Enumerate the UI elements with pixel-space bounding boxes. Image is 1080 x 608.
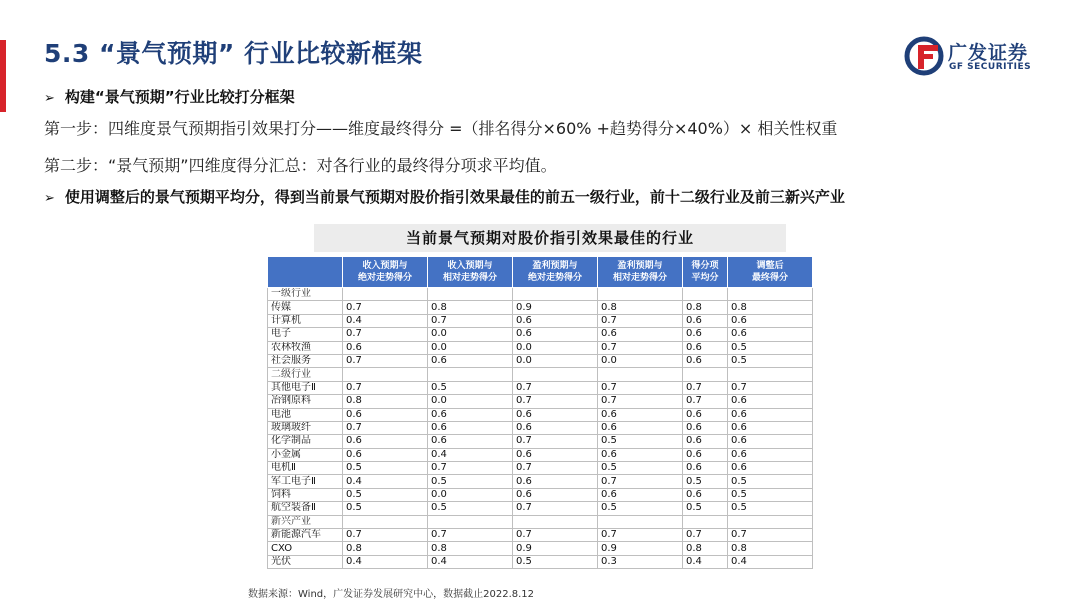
score-cell: 0.6 [428, 435, 513, 448]
score-cell: 0.6 [683, 314, 728, 327]
score-cell: 0.7 [683, 381, 728, 394]
score-cell: 0.6 [513, 448, 598, 461]
score-cell: 0.5 [598, 502, 683, 515]
table-row [268, 488, 813, 501]
score-cell: 0.6 [513, 475, 598, 488]
industry-name: 计算机 [268, 314, 343, 327]
empty-cell [428, 368, 513, 381]
arrow-bullet-icon: ➢ [44, 91, 55, 106]
score-cell: 0.0 [428, 341, 513, 354]
score-cell: 0.5 [598, 462, 683, 475]
score-cell: 0.6 [683, 341, 728, 354]
industry-name: 饲料 [268, 488, 343, 501]
industry-score-table [267, 256, 813, 569]
score-cell: 0.6 [598, 328, 683, 341]
score-cell: 0.4 [428, 555, 513, 568]
score-cell: 0.5 [728, 502, 813, 515]
score-cell: 0.5 [343, 462, 428, 475]
score-cell: 0.5 [428, 502, 513, 515]
score-cell: 0.6 [728, 421, 813, 434]
score-cell: 0.6 [683, 354, 728, 367]
logo-text-cn: 广发证券 [948, 42, 1029, 64]
score-cell: 0.7 [343, 301, 428, 314]
table-row [268, 475, 813, 488]
column-header: 盈利预期与 绝对走势得分 [513, 257, 598, 288]
table-row [268, 381, 813, 394]
column-header: 收入预期与 绝对走势得分 [343, 257, 428, 288]
score-cell: 0.7 [513, 462, 598, 475]
industry-name: 电池 [268, 408, 343, 421]
score-cell: 0.7 [728, 529, 813, 542]
empty-cell [343, 368, 428, 381]
empty-cell [343, 515, 428, 528]
score-cell: 0.8 [728, 542, 813, 555]
score-cell: 0.6 [513, 408, 598, 421]
score-cell: 0.7 [343, 421, 428, 434]
score-cell: 0.6 [728, 462, 813, 475]
empty-cell [728, 368, 813, 381]
table-body [268, 288, 813, 569]
score-cell: 0.7 [428, 462, 513, 475]
score-cell: 0.7 [513, 435, 598, 448]
score-cell: 0.6 [598, 421, 683, 434]
industry-name: 电机Ⅱ [268, 462, 343, 475]
score-cell: 0.7 [343, 328, 428, 341]
score-cell: 0.6 [598, 488, 683, 501]
table-row [268, 462, 813, 475]
score-cell: 0.7 [343, 354, 428, 367]
score-cell: 0.3 [598, 555, 683, 568]
empty-cell [513, 288, 598, 301]
gf-logo-icon [904, 36, 944, 76]
accent-bar [0, 40, 6, 112]
score-cell: 0.5 [598, 435, 683, 448]
score-cell: 0.5 [513, 555, 598, 568]
score-cell: 0.5 [728, 488, 813, 501]
empty-cell [598, 368, 683, 381]
score-cell: 0.5 [728, 475, 813, 488]
industry-name: 玻璃玻纤 [268, 421, 343, 434]
industry-name: 冶钢原料 [268, 395, 343, 408]
score-cell: 0.9 [598, 542, 683, 555]
group-label: 二级行业 [268, 368, 343, 381]
score-cell: 0.5 [728, 354, 813, 367]
score-cell: 0.6 [428, 421, 513, 434]
score-cell: 0.7 [513, 529, 598, 542]
industry-name: 军工电子Ⅱ [268, 475, 343, 488]
industry-name: 小金属 [268, 448, 343, 461]
score-cell: 0.7 [728, 381, 813, 394]
industry-name: 传媒 [268, 301, 343, 314]
score-cell: 0.6 [683, 448, 728, 461]
score-cell: 0.9 [513, 301, 598, 314]
score-cell: 0.7 [598, 381, 683, 394]
score-cell: 0.6 [728, 435, 813, 448]
column-header: 收入预期与 相对走势得分 [428, 257, 513, 288]
group-label: 一级行业 [268, 288, 343, 301]
score-cell: 0.6 [598, 408, 683, 421]
table-header-row [268, 257, 813, 288]
score-cell: 0.4 [428, 448, 513, 461]
score-cell: 0.6 [513, 328, 598, 341]
industry-name: 新能源汽车 [268, 529, 343, 542]
score-cell: 0.7 [513, 502, 598, 515]
empty-cell [428, 288, 513, 301]
data-source-note: 数据来源：Wind，广发证券发展研究中心，数据截止2022.8.12 [248, 589, 535, 600]
score-cell: 0.0 [428, 488, 513, 501]
score-cell: 0.8 [343, 395, 428, 408]
score-cell: 0.8 [428, 542, 513, 555]
score-cell: 0.0 [598, 354, 683, 367]
score-cell: 0.8 [428, 301, 513, 314]
score-cell: 0.8 [683, 542, 728, 555]
empty-cell [683, 368, 728, 381]
table-group-row [268, 288, 813, 301]
industry-name: 农林牧渔 [268, 341, 343, 354]
table-row [268, 328, 813, 341]
score-cell: 0.4 [683, 555, 728, 568]
table-row [268, 421, 813, 434]
score-cell: 0.6 [343, 341, 428, 354]
score-cell: 0.7 [343, 529, 428, 542]
industry-name: 电子 [268, 328, 343, 341]
table-row [268, 529, 813, 542]
score-cell: 0.7 [598, 395, 683, 408]
score-cell: 0.0 [428, 328, 513, 341]
industry-name: 化学制品 [268, 435, 343, 448]
table-row [268, 395, 813, 408]
score-cell: 0.7 [683, 529, 728, 542]
logo-text-en: GF SECURITIES [949, 62, 1032, 72]
score-cell: 0.5 [428, 381, 513, 394]
table-row [268, 502, 813, 515]
step-two-text: 第二步：“景气预期”四维度得分汇总：对各行业的最终得分项求平均值。 [44, 156, 557, 175]
score-cell: 0.6 [728, 408, 813, 421]
score-cell: 0.6 [683, 488, 728, 501]
score-cell: 0.5 [428, 475, 513, 488]
empty-cell [683, 288, 728, 301]
score-cell: 0.6 [513, 314, 598, 327]
score-cell: 0.4 [343, 475, 428, 488]
score-cell: 0.7 [513, 395, 598, 408]
page-title: 5.3 “景气预期” 行业比较新框架 [44, 39, 423, 68]
score-cell: 0.8 [728, 301, 813, 314]
table-row [268, 448, 813, 461]
table-row [268, 435, 813, 448]
score-cell: 0.6 [683, 408, 728, 421]
column-header: 得分项 平均分 [683, 257, 728, 288]
score-cell: 0.7 [598, 529, 683, 542]
score-cell: 0.7 [683, 395, 728, 408]
empty-cell [598, 515, 683, 528]
score-cell: 0.0 [513, 354, 598, 367]
score-cell: 0.6 [428, 408, 513, 421]
bullet-result-text: 使用调整后的景气预期平均分，得到当前景气预期对股价指引效果最佳的前五一级行业，前十二级行业及前三新兴产业 [64, 188, 845, 206]
bullet-framework-text: 构建“景气预期”行业比较打分框架 [64, 88, 295, 106]
table-row [268, 408, 813, 421]
industry-name: 社会服务 [268, 354, 343, 367]
empty-cell [683, 515, 728, 528]
score-cell: 0.5 [343, 488, 428, 501]
score-cell: 0.6 [513, 421, 598, 434]
table-row [268, 555, 813, 568]
score-cell: 0.5 [683, 502, 728, 515]
score-cell: 0.6 [683, 435, 728, 448]
score-cell: 0.6 [728, 314, 813, 327]
score-cell: 0.6 [728, 448, 813, 461]
empty-cell [513, 368, 598, 381]
score-cell: 0.6 [728, 328, 813, 341]
score-cell: 0.6 [513, 488, 598, 501]
empty-cell [728, 515, 813, 528]
score-cell: 0.5 [683, 475, 728, 488]
industry-name: CXO [268, 542, 343, 555]
score-cell: 0.7 [428, 529, 513, 542]
score-cell: 0.7 [513, 381, 598, 394]
table-row [268, 341, 813, 354]
empty-cell [428, 515, 513, 528]
group-label: 新兴产业 [268, 515, 343, 528]
score-cell: 0.4 [728, 555, 813, 568]
table-group-row [268, 515, 813, 528]
company-logo [904, 36, 1044, 76]
score-cell: 0.4 [343, 314, 428, 327]
score-cell: 0.5 [728, 341, 813, 354]
score-cell: 0.6 [728, 395, 813, 408]
score-cell: 0.8 [683, 301, 728, 314]
score-cell: 0.6 [343, 408, 428, 421]
column-header: 盈利预期与 相对走势得分 [598, 257, 683, 288]
score-cell: 0.7 [598, 475, 683, 488]
score-cell: 0.6 [683, 462, 728, 475]
score-cell: 0.6 [598, 448, 683, 461]
bullet-result [44, 186, 845, 207]
column-header [268, 257, 343, 288]
score-cell: 0.8 [343, 542, 428, 555]
table-row [268, 354, 813, 367]
score-cell: 0.6 [683, 328, 728, 341]
score-cell: 0.7 [598, 314, 683, 327]
industry-name: 光伏 [268, 555, 343, 568]
table-title: 当前景气预期对股价指引效果最佳的行业 [314, 224, 786, 252]
score-cell: 0.6 [343, 435, 428, 448]
score-cell: 0.0 [513, 341, 598, 354]
bullet-framework [44, 86, 295, 107]
empty-cell [598, 288, 683, 301]
score-cell: 0.6 [343, 448, 428, 461]
score-cell: 0.6 [428, 354, 513, 367]
industry-name: 其他电子Ⅱ [268, 381, 343, 394]
score-cell: 0.4 [343, 555, 428, 568]
empty-cell [343, 288, 428, 301]
score-cell: 0.7 [343, 381, 428, 394]
table-row [268, 314, 813, 327]
score-cell: 0.0 [428, 395, 513, 408]
table-row [268, 301, 813, 314]
table-row [268, 542, 813, 555]
score-cell: 0.9 [513, 542, 598, 555]
score-cell: 0.5 [343, 502, 428, 515]
empty-cell [513, 515, 598, 528]
arrow-bullet-icon: ➢ [44, 191, 55, 206]
empty-cell [728, 288, 813, 301]
industry-name: 航空装备Ⅱ [268, 502, 343, 515]
score-cell: 0.6 [683, 421, 728, 434]
score-cell: 0.7 [598, 341, 683, 354]
column-header: 调整后 最终得分 [728, 257, 813, 288]
score-cell: 0.8 [598, 301, 683, 314]
table-group-row [268, 368, 813, 381]
step-one-text: 第一步：四维度景气预期指引效果打分——维度最终得分 =（排名得分×60% +趋势得分×40%）× 相关性权重 [44, 119, 838, 138]
score-cell: 0.7 [428, 314, 513, 327]
